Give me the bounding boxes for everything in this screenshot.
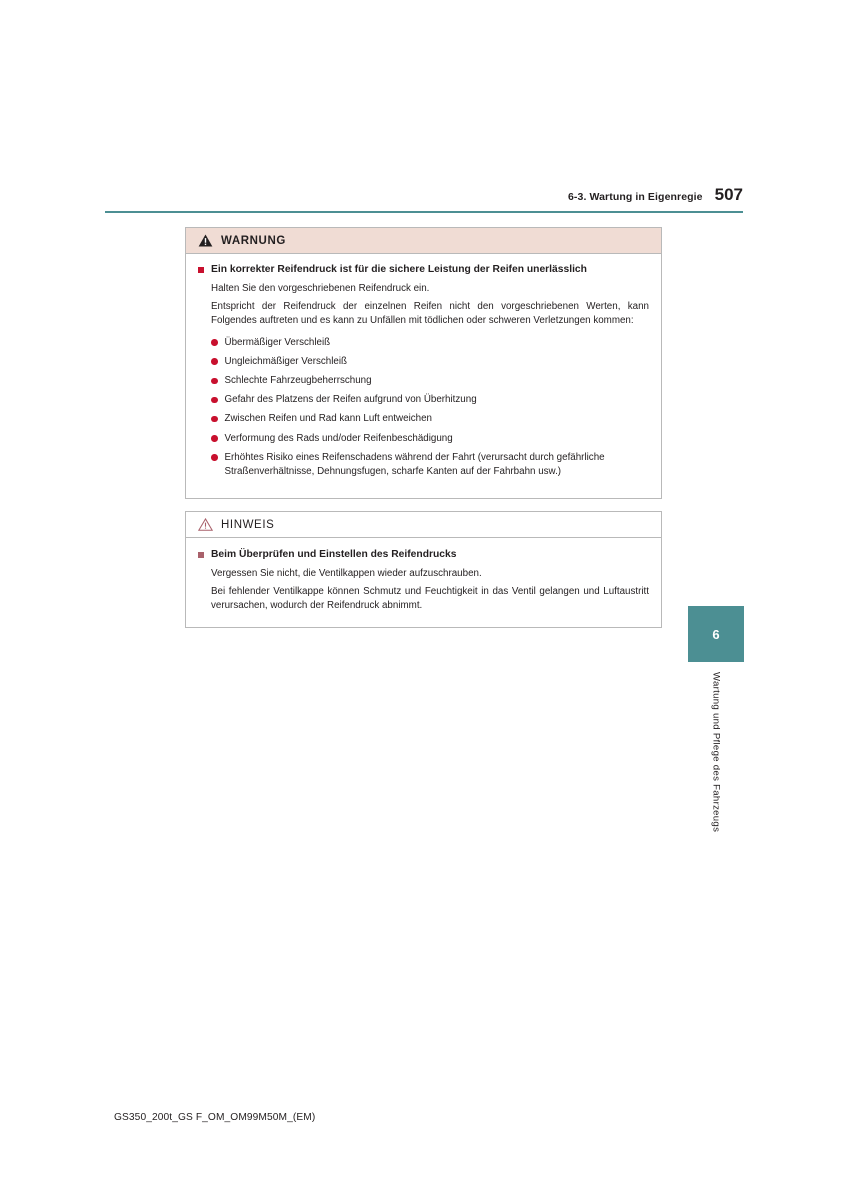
red-dot-bullet-icon	[211, 339, 218, 346]
warning-heading: Ein korrekter Reifendruck ist für die sichere Leistung der Reifen unerlässlich	[211, 264, 587, 275]
page-number: 507	[714, 185, 743, 204]
red-dot-bullet-icon	[211, 358, 218, 365]
list-item	[211, 355, 649, 369]
notice-paragraph-1: Vergessen Sie nicht, die Ventilkappen wieder aufzuschrauben.	[211, 567, 482, 579]
warning-paragraph-2: Entspricht der Reifendruck der einzelnen Reifen nicht den vorgeschriebenen Werten, kann Folgendes auftreten und es kann zu Unfällen mit tödlichen oder schweren Verletzungen kommen:	[211, 300, 649, 326]
page-header	[105, 186, 743, 203]
notice-callout-header	[186, 512, 661, 538]
notice-callout-body	[186, 538, 661, 627]
notice-paragraph-2: Bei fehlender Ventilkappe können Schmutz und Feuchtigkeit in das Ventil gelangen und Luftaustritt verursachen, wodurch der Reifendruck abnimmt.	[211, 585, 649, 611]
warning-callout-body	[186, 254, 661, 498]
notice-callout-title: HINWEIS	[221, 518, 275, 531]
list-item-label-continued: Straßenverhältnisse, Dehnungsfugen, scharfe Kanten auf der Fahrbahn usw.)	[224, 465, 562, 477]
notice-heading: Beim Überprüfen und Einstellen des Reifendrucks	[211, 549, 457, 560]
chapter-title-vertical	[688, 672, 744, 882]
red-dot-bullet-icon	[211, 435, 218, 442]
notice-heading-row	[198, 548, 649, 562]
list-item	[211, 451, 649, 478]
warning-triangle-icon	[198, 234, 213, 247]
list-item-label: Übermäßiger Verschleiß	[224, 336, 331, 348]
red-dot-bullet-icon	[211, 416, 218, 423]
header-divider	[105, 211, 743, 213]
list-item-label: Gefahr des Platzens der Reifen aufgrund von Überhitzung	[224, 394, 477, 406]
warning-heading-row	[198, 263, 649, 277]
warning-callout-header	[186, 228, 661, 254]
list-item	[211, 432, 649, 446]
list-item	[211, 336, 649, 350]
red-dot-bullet-icon	[211, 397, 218, 404]
list-item-label: Erhöhtes Risiko eines Reifenschadens während der Fahrt (verursacht durch gefährliche	[224, 451, 605, 463]
list-item-label: Verformung des Rads und/oder Reifenbeschädigung	[224, 432, 453, 444]
warning-callout	[185, 227, 662, 499]
list-item	[211, 412, 649, 426]
chapter-tab	[688, 606, 744, 662]
red-dot-bullet-icon	[211, 454, 218, 461]
warning-paragraph-1: Halten Sie den vorgeschriebenen Reifendruck ein.	[211, 282, 430, 294]
list-item	[211, 393, 649, 407]
footer-document-code: GS350_200t_GS F_OM_OM99M50M_(EM)	[114, 1112, 316, 1123]
list-item-label-wrapper	[225, 451, 605, 478]
list-item	[211, 374, 649, 388]
list-item-label: Zwischen Reifen und Rad kann Luft entweichen	[224, 413, 432, 425]
red-square-marker-icon	[198, 267, 204, 273]
warning-bullet-list	[211, 336, 649, 479]
red-dot-bullet-icon	[211, 378, 218, 385]
list-item-label: Schlechte Fahrzeugbeherrschung	[224, 375, 372, 387]
warning-callout-title: WARNUNG	[221, 234, 286, 247]
list-item-label: Ungleichmäßiger Verschleiß	[224, 355, 348, 367]
chapter-number: 6	[712, 626, 720, 642]
notice-triangle-icon	[198, 518, 213, 531]
notice-callout	[185, 511, 662, 628]
chapter-title-text: Wartung und Pflege des Fahrzeugs	[710, 672, 722, 833]
breadcrumb: 6-3. Wartung in Eigenregie	[567, 191, 703, 203]
mauve-square-marker-icon	[198, 552, 204, 558]
